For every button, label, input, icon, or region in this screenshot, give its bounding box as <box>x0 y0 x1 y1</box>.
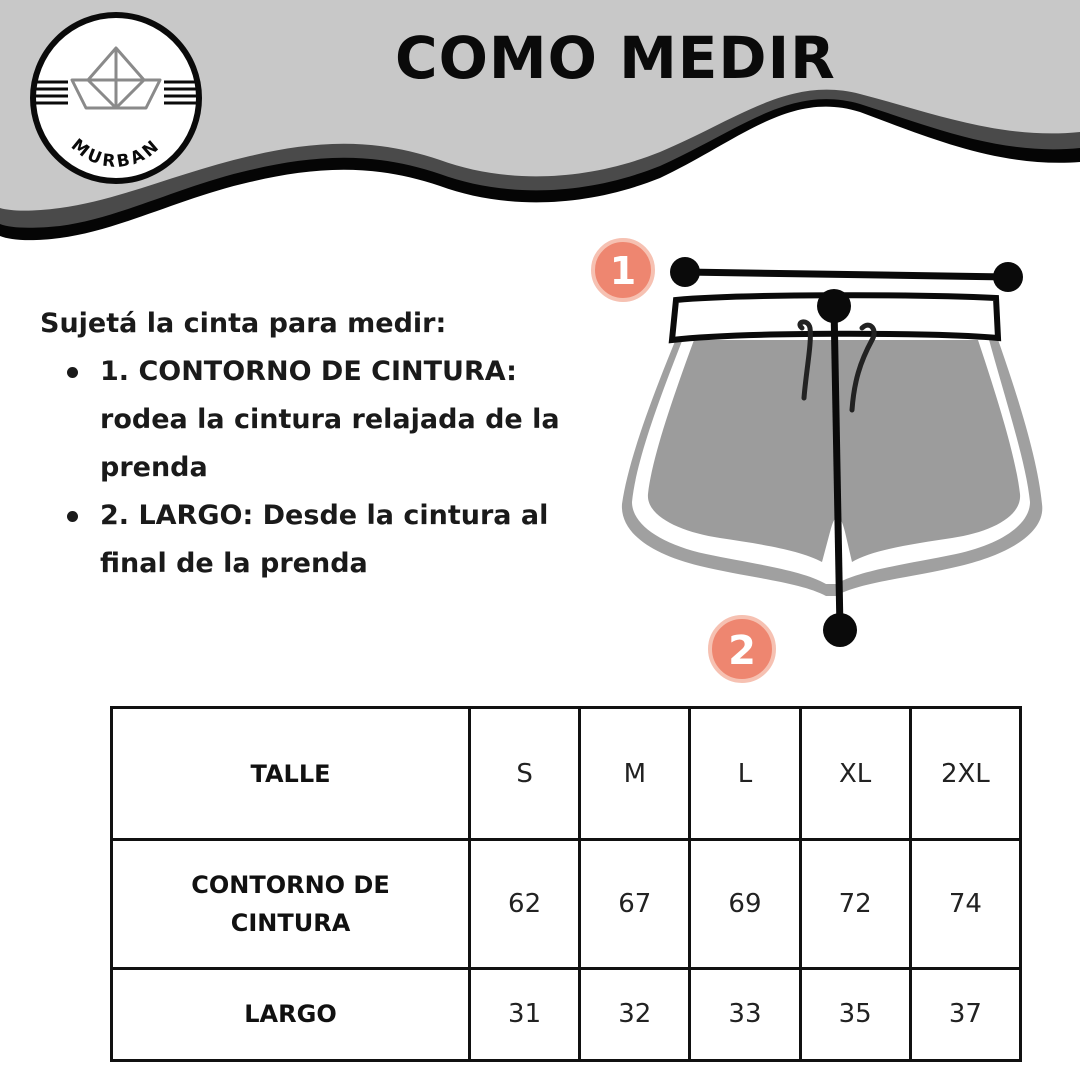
row-label: LARGO <box>112 968 470 1060</box>
table-cell: 74 <box>910 840 1020 968</box>
size-header: M <box>580 708 690 840</box>
size-header: S <box>470 708 580 840</box>
brand-logo <box>28 10 204 186</box>
table-row <box>112 840 1021 968</box>
table-cell: 72 <box>800 840 910 968</box>
row-label: CONTORNO DE CINTURA <box>112 840 470 968</box>
instructions <box>40 300 600 588</box>
table-cell: 67 <box>580 840 690 968</box>
page-title: COMO MEDIR <box>395 24 836 92</box>
instructions-intro: Sujetá la cinta para medir: <box>40 308 447 339</box>
table-cell: 35 <box>800 968 910 1060</box>
waist-measure-line <box>670 257 1023 292</box>
table-row <box>112 708 1021 840</box>
table-row <box>112 968 1021 1060</box>
marker-1-badge <box>593 240 653 300</box>
size-header: XL <box>800 708 910 840</box>
svg-text:1: 1 <box>609 249 637 293</box>
svg-text:2: 2 <box>728 628 756 674</box>
table-cell: 69 <box>690 840 800 968</box>
header-label: TALLE <box>112 708 470 840</box>
table-cell: 37 <box>910 968 1020 1060</box>
instruction-waist: 1. CONTORNO DE CINTURA: rodea la cintura relajada de la prenda <box>100 348 580 492</box>
size-header: 2XL <box>910 708 1020 840</box>
instruction-length: 2. LARGO: Desde la cintura al final de la prenda <box>100 492 580 588</box>
table-cell: 31 <box>470 968 580 1060</box>
instructions-list <box>40 348 600 588</box>
size-header: L <box>690 708 800 840</box>
table-cell: 33 <box>690 968 800 1060</box>
size-table <box>110 706 1022 1062</box>
shorts-illustration <box>590 232 1060 692</box>
table-cell: 62 <box>470 840 580 968</box>
table-cell: 32 <box>580 968 690 1060</box>
brand-name: MURBAN <box>67 135 165 173</box>
marker-2-badge <box>710 617 774 681</box>
